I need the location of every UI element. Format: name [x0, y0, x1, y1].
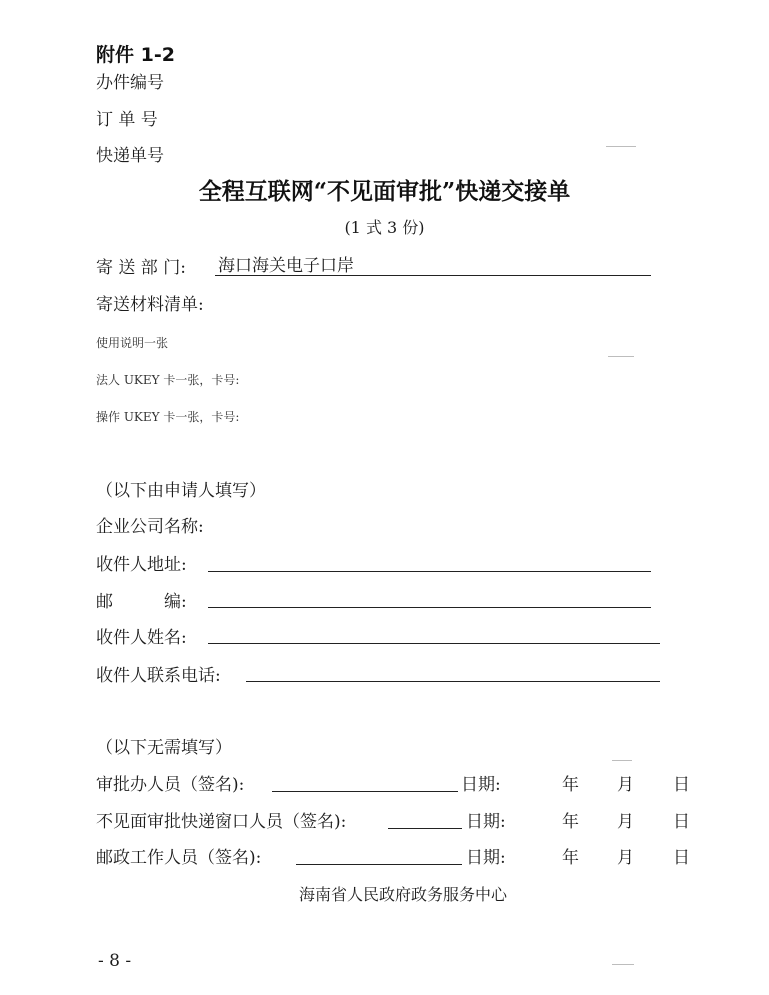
sending-department-line — [215, 275, 651, 276]
applicant-section-note: （以下由申请人填写） — [96, 481, 266, 501]
window-staff-day-label: 日 — [673, 812, 690, 832]
scan-speck — [608, 356, 634, 357]
recipient-address-label: 收件人地址: — [96, 555, 187, 575]
material-item-manual: 使用说明一张 — [96, 336, 169, 350]
approver-day-label: 日 — [673, 775, 690, 795]
materials-list-label: 寄送材料清单: — [96, 295, 204, 315]
material-item-operator-ukey: 操作 UKEY 卡一张，卡号: — [96, 410, 240, 424]
recipient-phone-label: 收件人联系电话: — [96, 666, 221, 686]
issuing-organization: 海南省人民政府政务服务中心 — [299, 885, 508, 904]
page-number: - 8 - — [98, 951, 132, 971]
postal-staff-sign-label: 邮政工作人员（签名): — [96, 848, 262, 868]
scan-speck — [612, 964, 634, 965]
window-staff-sign-label: 不见面审批快递窗口人员（签名): — [96, 812, 347, 832]
recipient-name-line[interactable] — [208, 643, 660, 644]
approver-sign-label: 审批办人员（签名): — [96, 775, 245, 795]
recipient-phone-line[interactable] — [246, 681, 660, 682]
sending-department-label: 寄 送 部 门: — [96, 258, 186, 278]
approver-date-label: 日期: — [461, 775, 501, 795]
staff-section-note: （以下无需填写） — [96, 738, 232, 758]
window-staff-year-label: 年 — [562, 812, 579, 832]
company-name-label: 企业公司名称: — [96, 517, 204, 537]
case-number-label: 办件编号 — [96, 73, 164, 93]
postal-staff-year-label: 年 — [562, 848, 579, 868]
postcode-label: 邮 编: — [96, 592, 187, 612]
postal-staff-date-label: 日期: — [466, 848, 506, 868]
window-staff-date-label: 日期: — [466, 812, 506, 832]
document-title: 全程互联网“不见面审批”快递交接单 — [198, 178, 571, 205]
window-staff-sign-line[interactable] — [388, 828, 462, 829]
scan-speck — [606, 146, 636, 147]
postcode-line[interactable] — [208, 607, 651, 608]
recipient-address-line[interactable] — [208, 571, 651, 572]
postal-staff-sign-line[interactable] — [296, 864, 462, 865]
postal-staff-day-label: 日 — [673, 848, 690, 868]
material-item-legal-ukey: 法人 UKEY 卡一张，卡号: — [96, 373, 240, 387]
scan-speck — [612, 760, 632, 761]
recipient-name-label: 收件人姓名: — [96, 628, 187, 648]
order-number-label: 订 单 号 — [96, 110, 158, 130]
sending-department-value: 海口海关电子口岸 — [218, 256, 354, 276]
approver-year-label: 年 — [562, 775, 579, 795]
attachment-label: 附件 1-2 — [96, 44, 175, 66]
document-subtitle: (1 式 3 份) — [344, 218, 425, 237]
postal-staff-month-label: 月 — [617, 848, 634, 868]
approver-month-label: 月 — [617, 775, 634, 795]
approver-sign-line[interactable] — [272, 791, 458, 792]
window-staff-month-label: 月 — [617, 812, 634, 832]
express-number-label: 快递单号 — [96, 146, 164, 166]
